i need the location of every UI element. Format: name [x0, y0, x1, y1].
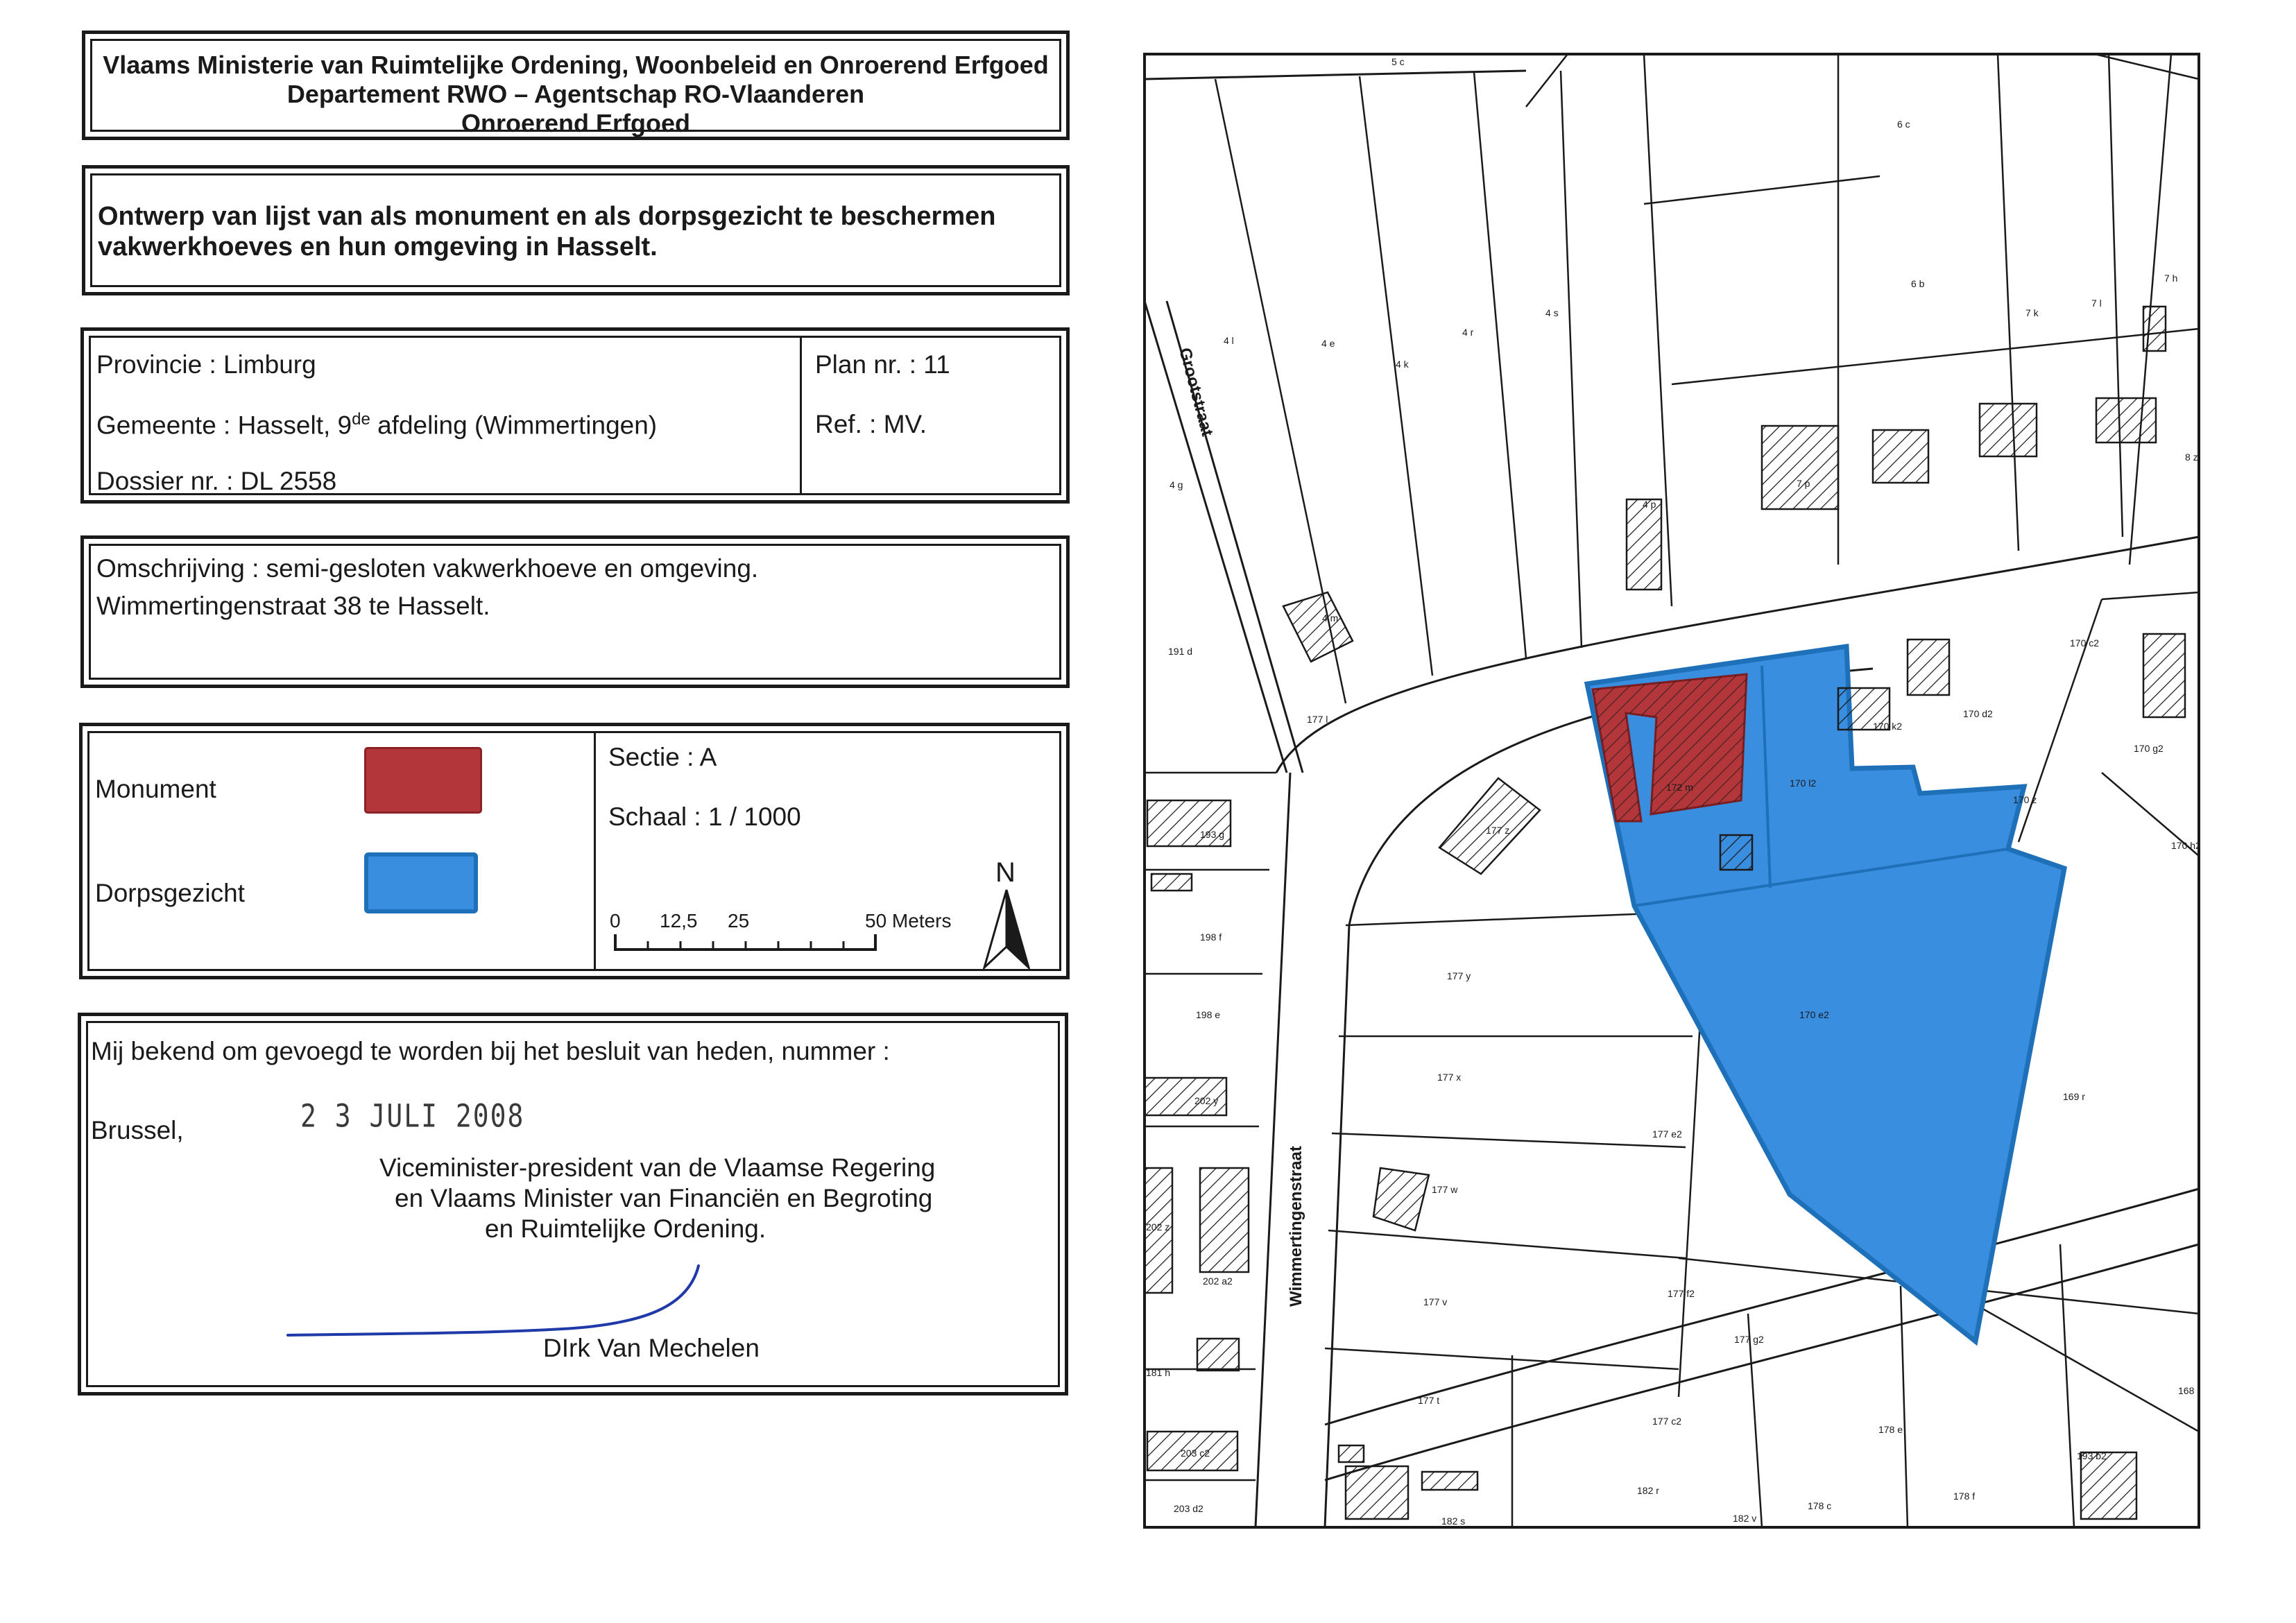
parcel-178c: 178 c: [1808, 1500, 1832, 1511]
parcel-5c: 5 c: [1391, 56, 1405, 67]
parcel-177y: 177 y: [1447, 970, 1471, 981]
scale-tick-25: 25: [728, 910, 750, 931]
approval-role-3: en Ruimtelijke Ordening.: [485, 1214, 766, 1243]
provincie: Provincie : Limburg: [96, 350, 316, 379]
parcel-202z: 202 z: [1146, 1221, 1170, 1233]
parcel-193g: 193 g: [1200, 829, 1225, 840]
parcel-4s: 4 s: [1545, 307, 1559, 318]
parcel-181h: 181 h: [1146, 1367, 1171, 1378]
legend-monument-label: Monument: [95, 775, 216, 803]
schaal: Schaal : 1 / 1000: [608, 802, 801, 831]
parcel-170l2: 170 l2: [1790, 778, 1817, 789]
agency-name: Onroerend Erfgoed: [461, 109, 691, 137]
parcel-177v: 177 v: [1423, 1296, 1448, 1307]
parcel-177f2: 177 f2: [1668, 1288, 1695, 1299]
parcel-7p: 7 p: [1797, 478, 1810, 489]
parcel-4r: 4 r: [1462, 327, 1474, 338]
parcel-168r: 168 r: [2178, 1385, 2200, 1396]
parcel-170h2: 170 h2: [2171, 840, 2201, 851]
department-name: Departement RWO – Agentschap RO-Vlaanderen: [286, 80, 865, 108]
legend-dorpsgezicht-label: Dorpsgezicht: [95, 879, 245, 907]
ministry-name: Vlaams Ministerie van Ruimtelijke Ordening, Woonbeleid en Onroerend Erfgoed: [103, 51, 1049, 79]
gemeente-suffix: afdeling (Wimmertingen): [370, 411, 658, 440]
parcel-172m: 172 m: [1666, 782, 1693, 793]
street-label-wimmertingenstraat: Wimmertingenstraat: [1287, 1146, 1305, 1307]
parcel-170z: 170 z: [2013, 794, 2037, 805]
parcel-198e: 198 e: [1196, 1009, 1221, 1020]
gemeente-prefix: Gemeente : Hasselt, 9: [96, 411, 352, 440]
approval-role-1: Viceminister-president van de Vlaamse Regering: [379, 1153, 936, 1182]
parcel-177x: 177 x: [1437, 1072, 1462, 1083]
reference: Ref. : MV.: [815, 410, 927, 438]
parcel-170e2: 170 e2: [1799, 1009, 1829, 1020]
scale-tick-0: 0: [610, 910, 621, 931]
parcel-177e2: 177 e2: [1652, 1128, 1682, 1140]
parcel-177l: 177 l: [1307, 714, 1328, 725]
parcel-203c2: 203 c2: [1181, 1448, 1210, 1459]
ministry-header-box: [82, 31, 1070, 140]
approval-line: Mij bekend om gevoegd te worden bij het besluit van heden, nummer :: [91, 1037, 890, 1065]
parcel-4k: 4 k: [1396, 359, 1409, 370]
parcel-191d: 191 d: [1168, 646, 1193, 657]
info-divider: [800, 338, 802, 493]
date-stamp: 2 3 JULI 2008: [300, 1097, 525, 1135]
parcel-177c2: 177 c2: [1652, 1416, 1682, 1427]
gemeente: [96, 410, 657, 440]
parcel-170k2: 170 k2: [1873, 721, 1903, 732]
parcel-182r: 182 r: [1637, 1485, 1659, 1496]
legend-box: [79, 723, 1070, 979]
title-line-1: Ontwerp van lijst van als monument en als dorpsgezicht te beschermen: [98, 202, 996, 231]
parcel-198f: 198 f: [1200, 931, 1222, 943]
legend-divider: [594, 733, 596, 969]
parcel-178f: 178 f: [1953, 1491, 1976, 1502]
scale-tick-50: 50 Meters: [865, 910, 952, 931]
parcel-4m: 4 m: [1322, 612, 1339, 624]
plan-number: Plan nr. : 11: [815, 350, 950, 379]
scale-tick-12-5: 12,5: [660, 910, 698, 931]
cadastral-map[interactable]: [1138, 51, 2210, 1531]
legend-dorpsgezicht-swatch: [364, 852, 478, 913]
parcel-4e: 4 e: [1321, 338, 1335, 349]
parcel-4p: 4 p: [1643, 499, 1656, 510]
scale-bar: [603, 907, 963, 976]
approval-role-2: en Vlaams Minister van Financiën en Begroting: [395, 1184, 933, 1212]
dossier-number: Dossier nr. : DL 2558: [96, 467, 337, 495]
gemeente-superscript: de: [352, 410, 370, 429]
parcel-193b2: 193 b2: [2077, 1450, 2107, 1461]
approval-city: Brussel,: [91, 1116, 184, 1144]
sectie: Sectie : A: [608, 743, 717, 771]
legend-monument-swatch: [364, 747, 482, 814]
north-arrow-icon: [977, 857, 1040, 974]
parcel-7k: 7 k: [2025, 307, 2039, 318]
title-line-2: vakwerkhoeves en hun omgeving in Hasselt.: [98, 232, 658, 261]
parcel-177w: 177 w: [1432, 1184, 1458, 1195]
parcel-6b: 6 b: [1911, 278, 1925, 289]
parcel-177g2: 177 g2: [1734, 1334, 1764, 1345]
parcel-178e: 178 e: [1878, 1424, 1903, 1435]
parcel-177t: 177 t: [1418, 1395, 1440, 1406]
parcel-203d2: 203 d2: [1174, 1503, 1203, 1514]
parcel-182v: 182 v: [1733, 1513, 1757, 1524]
parcel-8z: 8 z: [2185, 452, 2198, 463]
parcel-6c: 6 c: [1897, 119, 1910, 130]
description-line-1: Omschrijving : semi-gesloten vakwerkhoeve en omgeving.: [96, 554, 759, 583]
parcel-4l: 4 l: [1224, 335, 1234, 346]
north-label: N: [995, 857, 1016, 888]
info-box: [80, 327, 1070, 504]
description-box: [80, 535, 1070, 688]
parcel-7h: 7 h: [2164, 273, 2178, 284]
parcel-182s: 182 s: [1441, 1515, 1466, 1527]
street-label-grootstraat: Grootstraat: [1175, 345, 1217, 438]
title-box: [82, 165, 1070, 295]
parcel-170d2: 170 d2: [1963, 708, 1993, 719]
approval-box: [78, 1013, 1068, 1396]
parcel-169r: 169 r: [2063, 1091, 2085, 1102]
description-line-2: Wimmertingenstraat 38 te Hasselt.: [96, 592, 490, 620]
parcel-170c2: 170 c2: [2070, 637, 2100, 649]
parcel-170g2: 170 g2: [2134, 743, 2164, 754]
parcel-7l: 7 l: [2091, 298, 2102, 309]
parcel-4g: 4 g: [1170, 479, 1183, 490]
parcel-177z: 177 z: [1486, 825, 1510, 836]
parcel-202a2: 202 a2: [1203, 1276, 1233, 1287]
parcel-202y: 202 y: [1194, 1095, 1219, 1106]
signer-name: DIrk Van Mechelen: [543, 1334, 760, 1362]
